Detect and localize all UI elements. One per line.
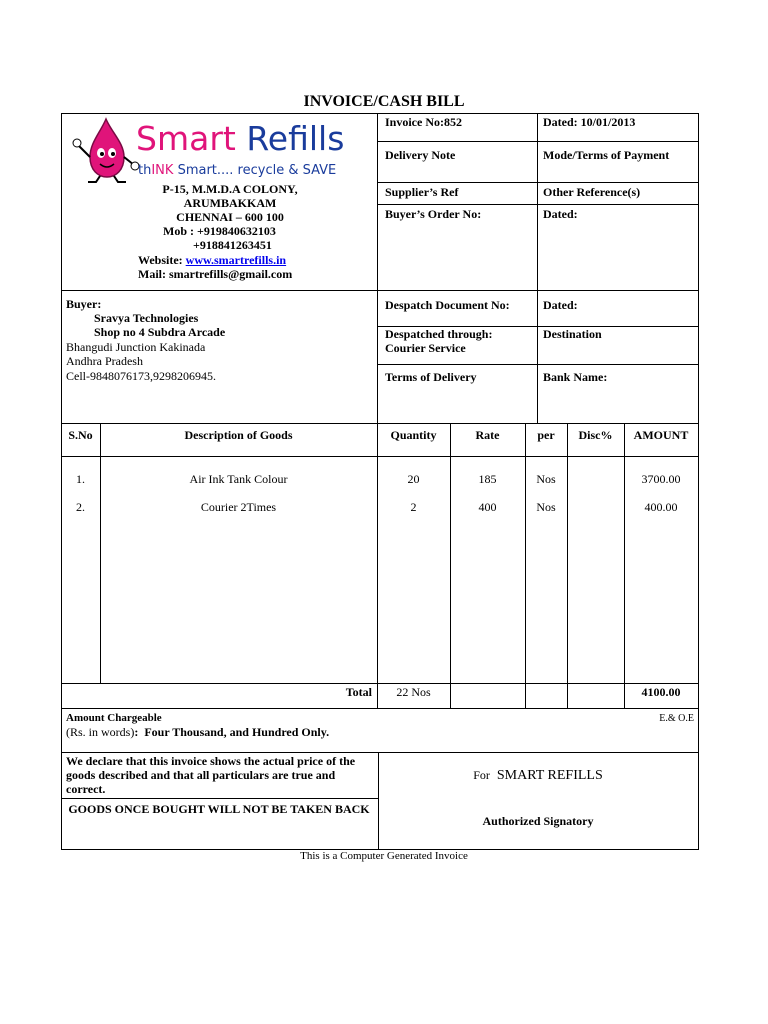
brand-name: Smart Refills <box>136 119 345 158</box>
footer-note: This is a Computer Generated Invoice <box>300 850 468 862</box>
table-row-1-sno: 1. <box>76 472 85 486</box>
col-header-quantity: Quantity <box>390 428 437 442</box>
eoe-note: E.& O.E <box>659 713 694 724</box>
for-company: For SMART REFILLS <box>473 768 603 783</box>
table-row-2-per: Nos <box>536 500 556 514</box>
table-row-2-amount: 400.00 <box>644 500 678 514</box>
website-line: Website: www.smartrefills.in <box>138 253 287 267</box>
mobile-line: Mob : +919840632103 <box>163 224 276 238</box>
delivery-note-label: Delivery Note <box>385 148 456 162</box>
goods-return-note: GOODS ONCE BOUGHT WILL NOT BE TAKEN BACK <box>68 802 370 816</box>
total-label: Total <box>345 685 372 699</box>
address-line1: P-15, M.M.D.A COLONY, <box>162 182 298 196</box>
buyer-address-line3: Bhangudi Junction Kakinada <box>66 340 206 354</box>
total-amount: 4100.00 <box>641 685 681 699</box>
table-row-1-qty: 20 <box>407 472 420 486</box>
mode-terms-label: Mode/Terms of Payment <box>543 148 670 162</box>
bank-name-label: Bank Name: <box>543 370 608 384</box>
frame-top <box>61 113 699 114</box>
invoice-date: Dated: 10/01/2013 <box>543 115 636 129</box>
order-dated-label: Dated: <box>543 207 578 221</box>
table-row-2-sno: 2. <box>76 500 85 514</box>
table-row-1-amount: 3700.00 <box>641 472 681 486</box>
total-quantity: 22 Nos <box>396 685 431 699</box>
amount-chargeable-label: Amount Chargeable <box>66 712 162 724</box>
terms-delivery-label: Terms of Delivery <box>385 370 477 384</box>
invoice-title: INVOICE/CASH BILL <box>303 93 465 110</box>
table-row-2-qty: 2 <box>410 500 417 514</box>
buyers-order-label: Buyer’s Order No: <box>385 207 482 221</box>
col-header-sno: S.No <box>68 428 93 442</box>
suppliers-ref-label: Supplier’s Ref <box>385 185 459 199</box>
other-ref-label: Other Reference(s) <box>543 185 641 199</box>
table-row-2-rate: 400 <box>478 500 497 514</box>
table-row-1-desc: Air Ink Tank Colour <box>189 472 288 486</box>
website-link[interactable]: www.smartrefills.in <box>185 253 287 267</box>
address-line3: CHENNAI – 600 100 <box>176 210 284 224</box>
table-row-1-rate: 185 <box>478 472 497 486</box>
amount-in-words: (Rs. in words): Four Thousand, and Hundred Only. <box>66 725 330 739</box>
mobile-line2: +918841263451 <box>193 238 272 252</box>
logo-mascot-icon <box>66 115 140 185</box>
buyer-cell: Cell-9848076173,9298206945. <box>66 369 216 383</box>
despatch-doc-label: Despatch Document No: <box>385 298 510 312</box>
buyer-name: Sravya Technologies <box>94 311 199 325</box>
table-row-1-per: Nos <box>536 472 556 486</box>
address-line2: ARUMBAKKAM <box>183 196 277 210</box>
table-row-2-desc: Courier 2Times <box>200 500 277 514</box>
col-header-description: Description of Goods <box>184 428 293 442</box>
despatch-dated-label: Dated: <box>543 298 578 312</box>
mail-line: Mail: smartrefills@gmail.com <box>138 267 293 281</box>
col-header-per: per <box>537 428 555 442</box>
destination-label: Destination <box>543 327 602 341</box>
col-header-amount: AMOUNT <box>633 428 689 442</box>
buyer-label: Buyer: <box>66 297 102 311</box>
col-header-rate: Rate <box>475 428 500 442</box>
col-header-disc: Disc% <box>578 428 613 442</box>
frame-right <box>698 113 699 850</box>
courier-value: Courier Service <box>385 341 466 355</box>
brand-tagline: thINK Smart.... recycle & SAVE <box>138 163 337 178</box>
despatched-through-label: Despatched through: <box>385 327 493 341</box>
buyer-shop: Shop no 4 Subdra Arcade <box>94 325 226 339</box>
invoice-number: Invoice No:852 <box>385 115 462 129</box>
buyer-address-line4: Andhra Pradesh <box>66 354 143 368</box>
declaration-text: We declare that this invoice shows the actual price of the goods described and that all particulars are true and correct. <box>66 754 356 796</box>
authorized-signatory: Authorized Signatory <box>482 814 594 828</box>
